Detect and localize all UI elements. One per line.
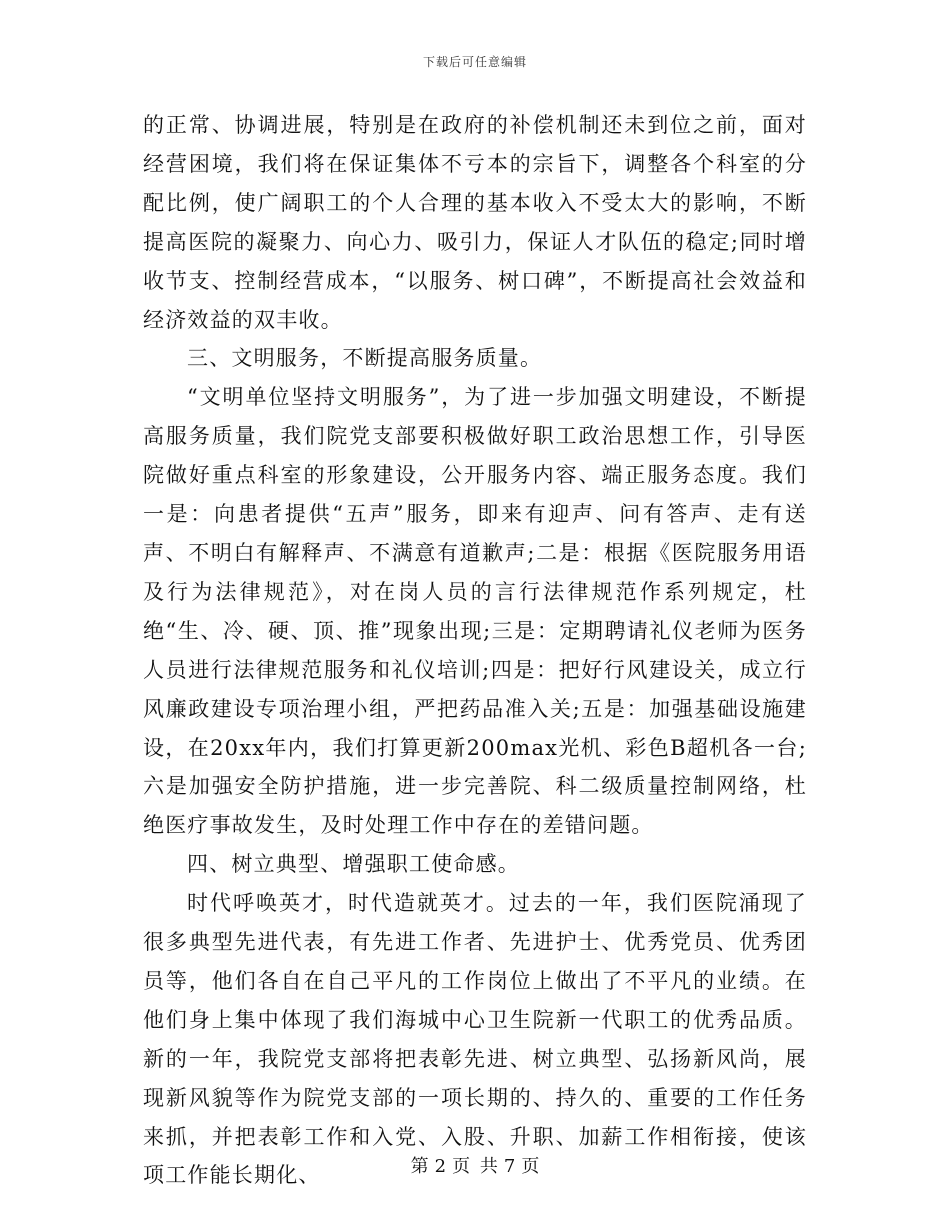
paragraph-role-models: 时代呼唤英才，时代造就英才。过去的一年，我们医院涌现了很多典型先进代表，有先进工作者、先进护士、优秀党员、优秀团员等，他们各自在自己平凡的工作岗位上做出了不平凡的业绩。在他们身上集中体现了我们海城中心卫生院新一代职工的优秀品质。新的一年，我院党支部将把表彰先进、树立典型、弘扬新风尚，展现新风貌等作为院党支部的一项长期的、持久的、重要的工作任务来抓，并把表彰工作和入党、入股、升职、加薪工作相衔接，使该项工作能长期化、 (143, 891, 807, 1188)
paragraph-continuation: 的正常、协调进展，特别是在政府的补偿机制还未到位之前，面对经营困境，我们将在保证集体不亏本的宗旨下，调整各个科室的分配比例，使广阔职工的个人合理的基本收入不受太大的影响，不断提高医院的凝聚力、向心力、吸引力，保证人才队伍的稳定;同时增收节支、控制经营成本，“以服务、树口碑”，不断提高社会效益和经济效益的双丰收。 (143, 113, 807, 332)
footer-page-number: 2 (434, 1156, 447, 1177)
page-footer (0, 1152, 950, 1178)
document-body (143, 106, 807, 1195)
section-heading-four: 四、树立典型、增强职工使命感。 (187, 852, 520, 877)
footer-middle: 页 共 (452, 1156, 498, 1177)
page-header: 下载后可任意编辑 (422, 55, 527, 69)
footer-prefix: 第 (410, 1156, 429, 1177)
footer-suffix: 页 (521, 1156, 540, 1177)
section-heading-three: 三、文明服务，不断提高服务质量。 (187, 346, 543, 371)
footer-total-pages: 7 (503, 1156, 516, 1177)
paragraph-civilized-service: “文明单位坚持文明服务”，为了进一步加强文明建设，不断提高服务质量，我们院党支部要积极做好职工政治思想工作，引导医院做好重点科室的形象建设，公开服务内容、端正服务态度。我们一是：向患者提供“五声”服务，即来有迎声、问有答声、走有送声、不明白有解释声、不满意有道歉声;二是：根据《医院服务用语及行为法律规范》，对在岗人员的言行法律规范作系列规定，杜绝“生、冷、硬、顶、推”现象出现;三是：定期聘请礼仪老师为医务人员进行法律规范服务和礼仪培训;四是：把好行风建设关，成立行风廉政建设专项治理小组，严把药品准入关;五是：加强基础设施建设，在20xx年内，我们打算更新200max光机、彩色B超机各一台;六是加强安全防护措施，进一步完善院、科二级质量控制网络，杜绝医疗事故发生，及时处理工作中存在的差错问题。 (143, 385, 807, 838)
